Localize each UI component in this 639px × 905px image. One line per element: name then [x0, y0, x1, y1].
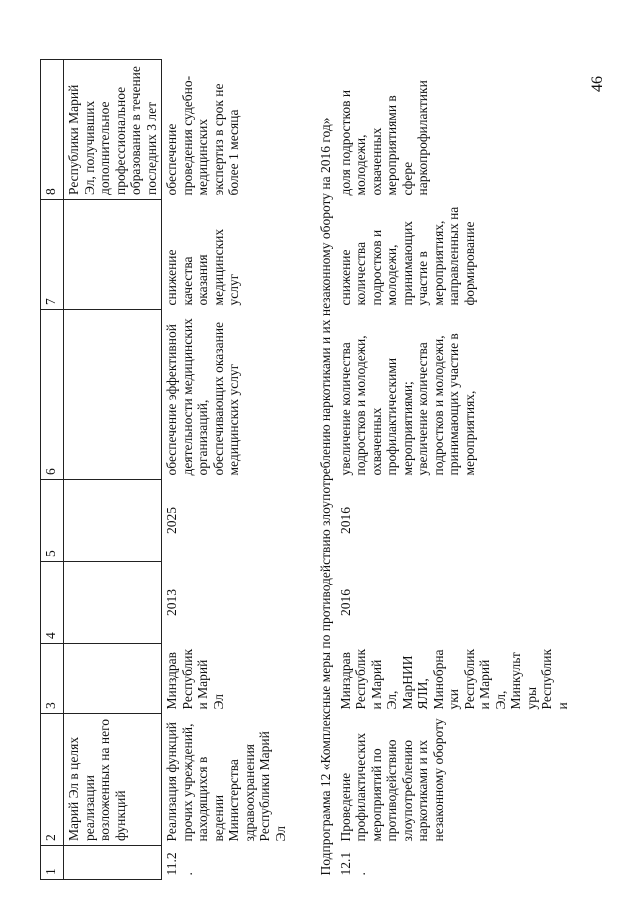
- cell-indicator: доля подростков и молодежи, охваченных мероприятиями в сфере наркопрофилактики: [337, 80, 430, 196]
- table-row-12-1: [336, 60, 458, 880]
- cell-executor: Минздрав Республики Марий Эл: [164, 649, 226, 710]
- cell-start: 2013: [164, 589, 179, 616]
- cell-num: [64, 846, 162, 880]
- cell-num: 12.1.: [337, 851, 368, 876]
- rotated-page-content: [40, 50, 600, 890]
- cell-consequence: [336, 200, 477, 310]
- page-number: 46: [589, 76, 606, 92]
- cell-end: 2016: [337, 507, 353, 534]
- cell-num: 11.2.: [164, 852, 195, 876]
- cell-consequence: [64, 200, 162, 310]
- measures-table: [40, 59, 570, 880]
- cell-end: [64, 480, 162, 562]
- table-row-continuation: [64, 60, 162, 880]
- column-number: 2: [41, 714, 64, 846]
- cell-start: [64, 562, 162, 644]
- column-number-row: [41, 60, 64, 880]
- cell-name: Марий Эл в целях реализации возложенных на него функций: [64, 714, 162, 846]
- column-number: 5: [41, 480, 64, 562]
- cell-indicator: Республики Марий Эл, получивших дополнительное профессиональное образование в течение последних 3 лет: [64, 60, 162, 200]
- column-number: 8: [41, 60, 64, 200]
- cell-executor: [336, 644, 570, 714]
- column-number: 1: [41, 846, 64, 880]
- cell-name: Проведение профилактических мероприятий по противодействию злоупотреблению наркотиками и их незаконному обороту: [337, 718, 446, 842]
- subprogram-title-row: [316, 60, 336, 880]
- consequence-text: снижение количества подростков и молодежи, принимающих участие в мероприятиях, направленных на формирование: [337, 206, 477, 306]
- cell-end: 2025: [164, 507, 179, 534]
- cell-indicator: обеспечение проведения судебно-медицинских экспертиз в срок не более 1 месяца: [164, 75, 241, 196]
- column-number: 7: [41, 200, 64, 310]
- cell-start: 2016: [337, 589, 353, 616]
- column-number: 3: [41, 644, 64, 714]
- column-number: 6: [41, 310, 64, 480]
- table-row-11-2: [162, 60, 317, 880]
- executor-text: Минздрав Республики Марий Эл, МарНИИЯЛИ, Минобрнауки Республики Марий Эл, Минкультуры Республики: [337, 649, 570, 710]
- column-number: 4: [41, 562, 64, 644]
- cell-result: обеспечение эффективной деятельности медицинских организаций, обеспечивающих оказание медицинских услуг: [164, 318, 241, 476]
- cell-name: Реализация функций прочих учреждений, находящихся в ведении Министерства здравоохранения Республики Марий Эл: [164, 721, 288, 842]
- cell-consequence: снижение качества оказания медицинских услуг: [164, 228, 241, 306]
- cell-executor: [64, 644, 162, 714]
- cell-result: [336, 310, 477, 480]
- subprogram-title: Подпрограмма 12 «Комплексные меры по противодействию злоупотреблению наркотиками и их незаконному обороту на 2016 год»: [318, 117, 333, 876]
- cell-result: [64, 310, 162, 480]
- result-text: увеличение количества подростков и молодежи, охваченных профилактическими мероприятиями; увеличение количества подростков и молодежи, принимающих участие в мероприятиях,: [337, 333, 477, 476]
